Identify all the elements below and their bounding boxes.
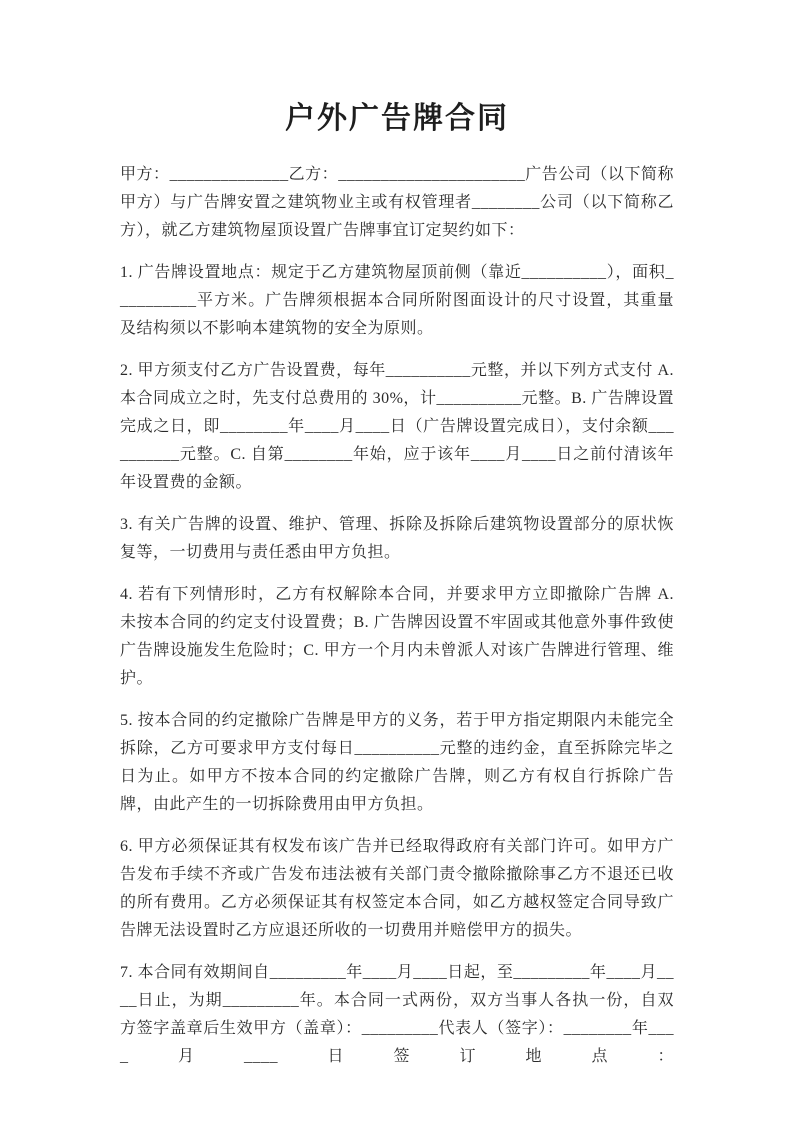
contract-clause-6: 6. 甲方必须保证其有权发布该广告并已经取得政府有关部门许可。如甲方广告发布手续不齐或广告发布违法被有关部门责令撤除撤除事乙方不退还已收的所有费用。乙方必须保证其有权签定本合同，如乙方越权签定合同导致广告牌无法设置时乙方应退还所收的一切费用并赔偿甲方的损失。 [120, 838, 674, 939]
contract-clause-3: 3. 有关广告牌的设置、维护、管理、拆除及拆除后建筑物设置部分的原状恢复等，一切费用与责任悉由甲方负担。 [120, 516, 674, 561]
contract-clause-7-signature-line: 7. 本合同有效期间自_________年____月____日起，至_________年____月____日止，为期_________年。本合同一式两份，双方当事人各执一份，自双方签字盖章后生效甲方（盖章）：_________代表人（签字）：________年____月____日签订地点： [120, 964, 674, 1065]
contract-intro-paragraph: 甲方：______________乙方：______________________广告公司（以下简称甲方）与广告牌安置之建筑物业主或有权管理者________公司（以下简称乙方），就乙方建筑物屋顶设置广告牌事宜订定契约如下： [120, 166, 674, 239]
contract-clause-2: 2. 甲方须支付乙方广告设置费，每年__________元整，并以下列方式支付 A. 本合同成立之时，先支付总费用的 30%，计__________元整。B. 广告牌设置完成之日，即________年____月____日（广告牌设置完成日），支付余额__________元整。C. 自第________年始，应于该年____月____日之前付清该年年设置费的金额。 [120, 362, 674, 491]
document-title: 户外广告牌合同 [285, 102, 509, 135]
contract-clause-1: 1. 广告牌设置地点：规定于乙方建筑物屋顶前侧（靠近__________），面积__________平方米。广告牌须根据本合同所附图面设计的尺寸设置，其重量及结构须以不影响本建筑物的安全为原则。 [120, 264, 674, 337]
contract-clause-5: 5. 按本合同的约定撤除广告牌是甲方的义务，若于甲方指定期限内未能完全拆除，乙方可要求甲方支付每日__________元整的违约金，直至拆除完毕之日为止。如甲方不按本合同的约定撤除广告牌，则乙方有权自行拆除广告牌，由此产生的一切拆除费用由甲方负担。 [120, 712, 674, 813]
contract-clause-4: 4. 若有下列情形时，乙方有权解除本合同，并要求甲方立即撤除广告牌 A. 未按本合同的约定支付设置费；B. 广告牌因设置不牢固或其他意外事件致使广告牌设施发生危险时；C. 甲方一个月内未曾派人对该广告牌进行管理、维护。 [120, 586, 674, 687]
